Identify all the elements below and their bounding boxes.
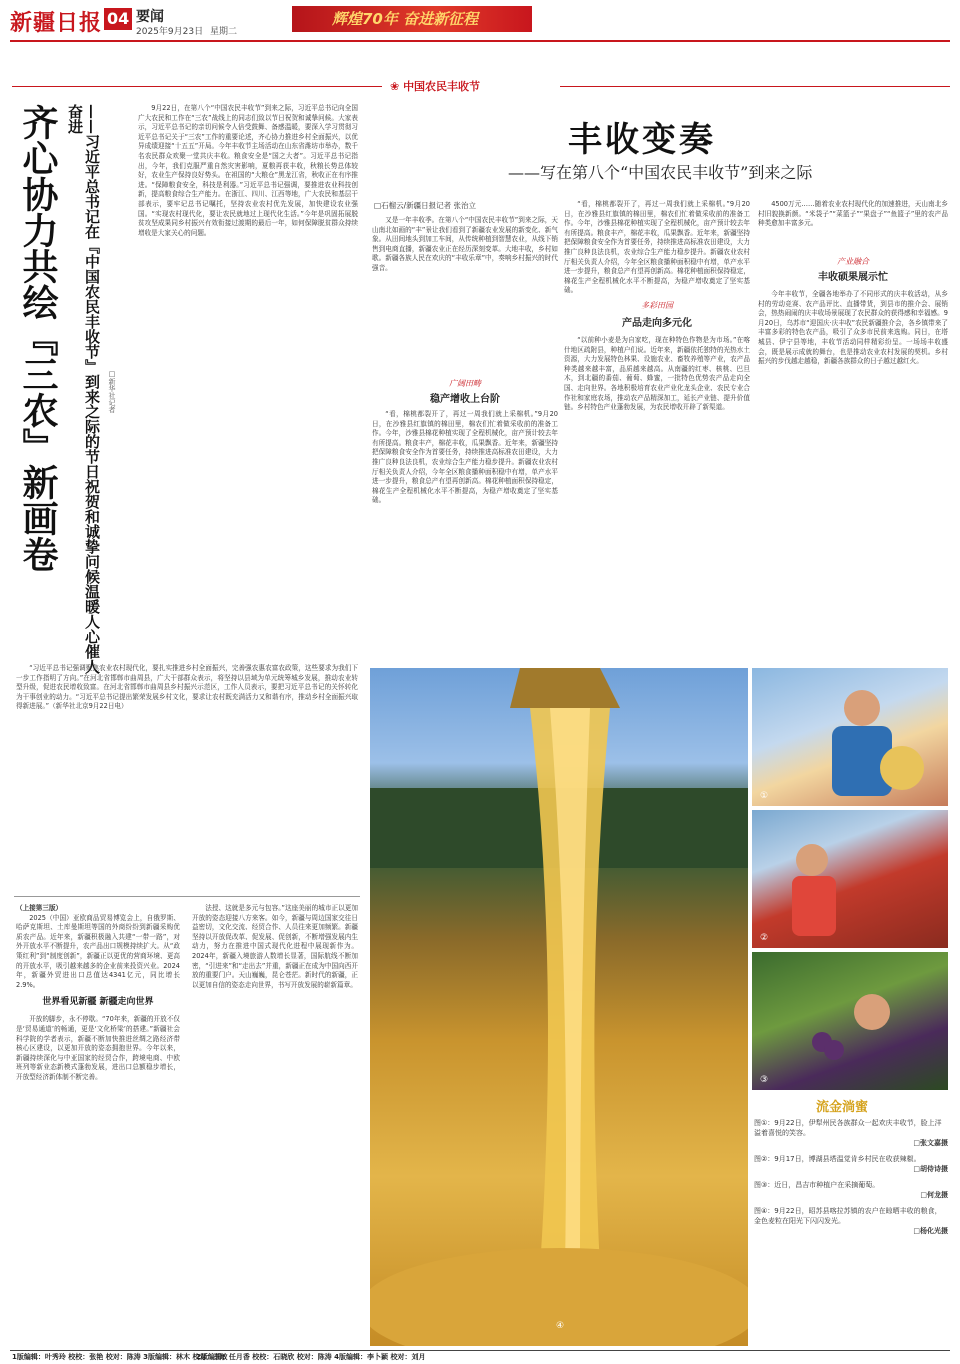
footer-editors-left: 1版编辑：叶秀玲 校校：张艳 校对：陈涛 3版编辑：林木 校对：王敏 <box>12 1353 228 1361</box>
center-col1-sec1: “看，棉桃都裂开了，再过一周我们就上采棉机。”9月20日，在沙雅县红旗镇的棉田里，棉农们忙着做采收前的准备工作。今年，沙雅县棉花种植实现了全程机械化，亩产预计较去年有所提高。粮食丰产，棉花丰收，瓜果飘香。近年来，新疆坚持把保障粮食安全作为首要任务，持续推进高标准农田建设，大力推广良种良法良机，农业综合生产能力稳步提升。新疆农业农村厅相关负责人介绍，今年全区粮食播种面积稳中有增，单产水平进一步提升，粮食总产有望再创新高。棉花种植面积保持稳定，棉花生产全程机械化水平不断提高，为稳产增收奠定了坚实基础。 <box>372 410 558 505</box>
main-photo-grain-harvest <box>370 668 748 1346</box>
svg-text:②: ② <box>760 933 769 943</box>
left-article-title: 齐心协力共绘『三农』新画卷 <box>17 104 59 572</box>
caption-1: 图①：9月22日，伊犁州民各族群众一起欢庆丰收节，脸上洋溢着喜悦的笑容。 □张文嘉摄 <box>754 1119 948 1147</box>
page-number: 04 <box>104 8 132 30</box>
left-article-byline: □新华社记者 <box>108 370 116 413</box>
caption-3: 图③：近日，昌吉市种植户在采摘葡萄。 □何龙摄 <box>754 1181 948 1199</box>
top-rule <box>10 40 950 42</box>
center-col2: “看，棉桃都裂开了，再过一周我们就上采棉机。”9月20日，在沙雅县红旗镇的棉田里，棉农们忙着做采收前的准备工作。今年，沙雅县棉花种植实现了全程机械化，亩产预计较去年有所提高。粮食丰产，棉花丰收，瓜果飘香。近年来，新疆坚持把保障粮食安全作为首要任务，持续推进高标准农田建设，大力推广良种良法良机，农业综合生产能力稳步提升。新疆农业农村厅相关负责人介绍，今年全区粮食播种面积稳中有增，单产水平进一步提升，粮食总产有望再创新高。棉花种植面积保持稳定，棉花生产全程机械化水平不断提高，为稳产增收奠定了坚实基础。 <box>564 200 750 295</box>
chili-illustration <box>752 810 948 948</box>
center-col3-tail: 4500万元……随着农业农村现代化的加速推进，天山南北乡村旧貌换新颜。“米袋子”“菜篮子”“果盘子”“鱼篮子”里的农产品种类愈加丰富多元。 <box>758 200 948 228</box>
anniversary-banner: 辉煌70年 奋进新征程 <box>292 6 532 32</box>
lower-left-col2: 法授、这就是多元与包容。”这座美丽的城市正以更加开放的姿态迎接八方来客。如今，新疆与周边国家交往日益密切，文化交流、经贸合作、人员往来更加频繁。新疆坚持以开放促改革、促发展、促创新，不断增强发展内生动力，努力在推进中国式现代化进程中展现新作为。2024年，新疆入境旅游人数增长显著，国际航线不断加密，“引进来”和“走出去”并重，新疆正在成为中国向西开放的重要门户。天山巍巍，昆仑苍茫。新时代的新疆，正以更加自信的姿态走向世界，书写开放发展的崭新篇章。 <box>192 904 358 989</box>
center-article-subtitle: ——写在第八个“中国农民丰收节”到来之际 <box>508 163 813 182</box>
caption-2: 图②：9月17日，博湖县塔温觉肯乡村民在收获辣椒。 □胡侍诗摄 <box>754 1155 948 1173</box>
gallery-title: 流金淌蜜 <box>816 1100 869 1115</box>
festival-divider-right <box>560 86 950 87</box>
grain-stream-illustration <box>370 668 748 1346</box>
sec2-title: 产品走向多元化 <box>564 314 750 329</box>
sec1-label: 广阔田畴 <box>449 379 481 388</box>
lower-left-subhead: 世界看见新疆 新疆走向世界 <box>42 997 154 1008</box>
left-divider <box>14 896 360 897</box>
celebration-illustration <box>752 668 948 806</box>
left-article-body-2: “习近平总书记强调聚焦农业农村现代化，要扎实推进乡村全面振兴，完善强农惠农富农政策，这些要求为我们下一步工作指明了方向。”在河北省邯郸市曲周县，广大干部群众表示，将坚持以县域为单元统筹城乡发展，推动农业转型升级，促进农民增收致富。在河北省邯郸市曲周县乡村振兴示范区，工作人员表示，要把习近平总书记的关怀转化为干事创业的动力。“习近平总书记提出繁荣发展乡村文化，要求让农村既充满活力又和谐有序，推动乡村全面振兴取得新进展。”（新华社北京9月22日电） <box>16 664 358 711</box>
photo-captions <box>754 1118 948 1236</box>
newspaper-logo: 新疆日报 <box>10 10 103 36</box>
grape-illustration <box>752 952 948 1090</box>
footer-editors-right: 2版编辑：任月香 校校：石晓欣 校对：陈涛 4版编辑：李卜颖 校对：刘月 <box>196 1353 426 1361</box>
center-byline: □石榴云/新疆日报记者 张治立 <box>374 201 476 210</box>
issue-date: 2025年9月23日 星期二 <box>136 27 237 37</box>
continuation-label: （上接第三版） <box>16 904 63 912</box>
wheat-icon: ❀ <box>390 80 400 93</box>
center-article-title: 丰收变奏 <box>568 120 716 160</box>
sec1-title: 稳产增收上台阶 <box>430 394 500 405</box>
section-name: 要闻 <box>136 9 164 25</box>
left-article-body: 9月22日，在第八个“中国农民丰收节”到来之际，习近平总书记向全国广大农民和工作在“三农”战线上的同志们致以节日祝贺和诚挚问候。大家表示，习近平总书记的亲切问候令人倍受鼓舞、备感温暖，要深入学习贯彻习近平总书记关于“三农”工作的重要论述，齐心协力推进乡村全面振兴，以优异成绩迎接“十五五”开局。今年丰收节主场活动在山东省潍坊市举办，数千名农民群众欢聚一堂共庆丰收。粮食安全是“国之大者”。习近平总书记指出，今年，我们克服严重自然灾害影响，夏粮再获丰收，秋粮长势总体较好，农业生产保持良好势头。在祖国的“大粮仓”黑龙江省，秋收正在有序推进。“保障粮食安全，科技是利器。”习近平总书记强调，要推进农业科技创新，提高粮食综合生产能力。在浙江、四川、江西等地，广大农民和基层干部表示，要牢记总书记嘱托，坚持农业农村优先发展，加快建设农业强国。“实现农村现代化，要让农民就地过上现代化生活。”今年是巩固拓展脱贫攻坚成果同乡村振兴有效衔接过渡期的最后一年，如何保障脱贫群众持续增收是大家关心的问题。 <box>138 104 358 237</box>
center-col2-sec2: “以前种小麦是为自家吃，现在种特色作物是为市场。”在喀什地区疏附县，种植户们说。近年来，新疆依托独特的光热水土资源，大力发展特色林果、设施农业、畜牧养殖等产业，农产品种类越来越丰富，品质越来越高。从南疆的红枣、核桃、巴旦木，到北疆的番茄、葡萄、蜂蜜，一批特色优势农产品走向全国、走向世界。各地积极培育农业产业化龙头企业、农民专业合作社和家庭农场，推动农产品精深加工，延长产业链、提升价值链。乡村特色产业蓬勃发展，为农民增收开辟了新渠道。 <box>564 336 750 662</box>
center-col3-sec3: 今年丰收节，全疆各地举办了不同形式的庆丰收活动，从乡村的劳动竞赛、农产品评比、直播带货，到县市的推介会、展销会，热热闹闹的庆丰收场景展现了农民群众的获得感和幸福感。9月20日，乌苏市“迎国庆·庆丰收”农民新疆推介会，各乡镇带来了丰富多彩的特色农产品，吸引了众多市民前来选购。同日，在塔城县、伊宁县等地，丰收节活动同样精彩纷呈。一场场丰收盛会，既是展示成就的舞台，也是推动农业农村发展的契机。乡村振兴的步伐越走越稳，新疆各族群众的日子越过越红火。 <box>758 290 948 366</box>
caption-4: 图④：9月22日，昭苏县喀拉苏镇的农户在晾晒丰收的粮食，金色麦粒在阳光下闪闪发光。 □杨化光摄 <box>754 1207 948 1235</box>
photo-chili-harvest <box>752 810 948 948</box>
photo-grape-harvest <box>752 952 948 1090</box>
sec2-label: 多彩田园 <box>564 300 750 311</box>
sec3-label: 产业融合 <box>837 257 869 266</box>
festival-logo: ❀ 中国农民丰收节 <box>390 80 481 93</box>
sec3-title: 丰收硕果展示忙 <box>818 272 888 283</box>
svg-text:①: ① <box>760 791 769 801</box>
festival-divider-left <box>12 86 382 87</box>
lower-left-col1: （上接第三版） 2025（中国）亚欧商品贸易博览会上，自俄罗斯、哈萨克斯坦、土库曼斯坦等国的外商纷纷到新疆采购优质农产品。近年来，新疆积极融入共建“一带一路”，对外开放水平不断提升，农产品出口规模持续扩大。从“政策红利”到“制度创新”，新疆正以更优的营商环境、更高的开放水平，吸引越来越多的企业前来投资兴业。2024年，新疆外贸进出口总值达4341亿元，同比增长2.9%。 世界看见新疆 新疆走向世界 开放的脚步，永不停歇。“70年来，新疆的开放不仅是‘贸易通道’的畅通，更是‘文化桥梁’的搭建。”新疆社会科学院的学者表示，新疆不断加快推进丝绸之路经济带核心区建设，以更加开放的姿态拥抱世界。今年以来，新疆持续深化与中亚国家的经贸合作，跨境电商、中欧班列等新业态新模式蓬勃发展，进出口总额稳步增长，开放型经济新体制不断完善。 <box>16 904 180 1081</box>
svg-text:③: ③ <box>760 1075 769 1085</box>
photo-marker-4: ④ <box>555 1321 565 1331</box>
center-col1-intro: 又是一年丰收季。在第八个“中国农民丰收节”到来之际，天山南北如画的“丰”景让我们看到了新疆农业发展的新变化、新气象。从田间地头到加工车间，从传统种植到智慧农业，从线下销售到电商直播，新疆农业正在经历深刻变革。大地丰收，乡村如歌。新疆各族人民在欢庆的“丰收乐章”中，奏响乡村振兴的时代强音。 <box>372 216 558 272</box>
photo-festival-celebration <box>752 668 948 806</box>
footer-rule <box>10 1350 950 1351</box>
left-article-subtitle: ——习近平总书记在『中国农民丰收节』到来之际的节日祝贺和诚挚问候温暖人心催人奋进 <box>66 104 101 674</box>
